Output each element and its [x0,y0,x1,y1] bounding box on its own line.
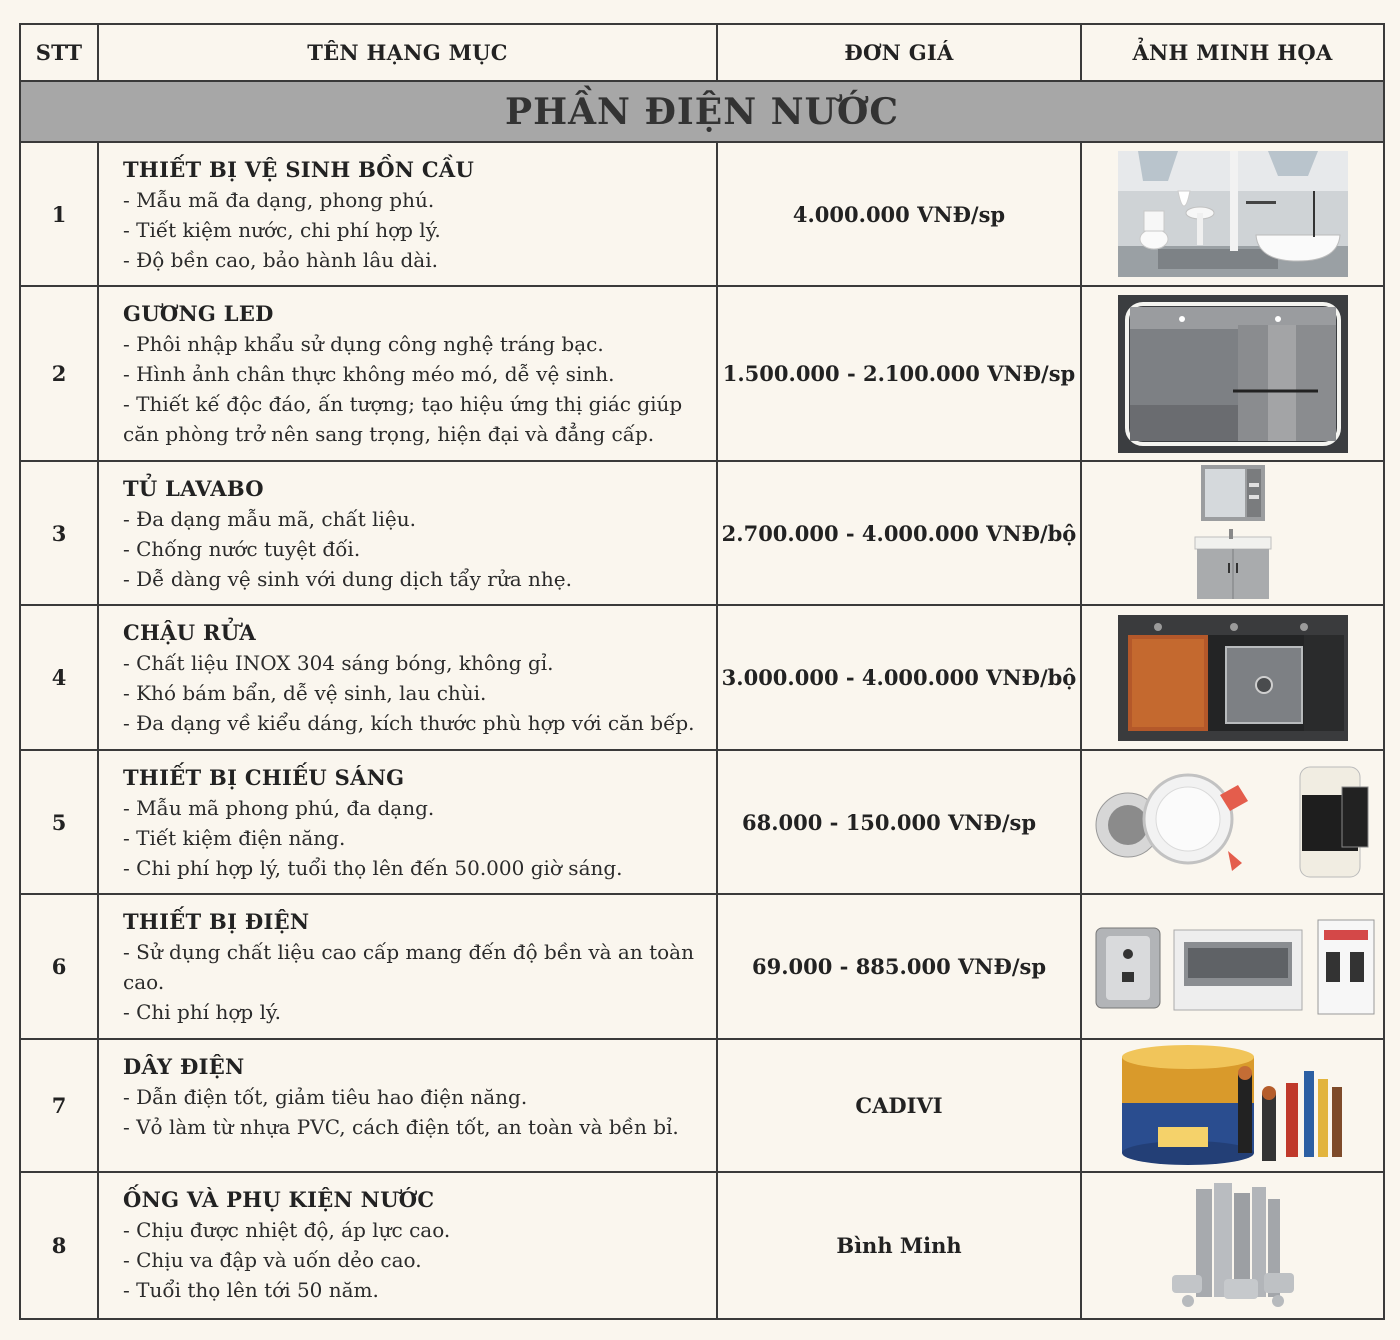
led-mirror-image [1082,287,1383,460]
price-table [19,23,1385,1320]
toilet-bathroom-image [1082,143,1383,285]
row-description [99,143,718,285]
item-price: CADIVI [718,1040,1082,1171]
row-stt: 8 [21,1173,99,1318]
row-description [99,606,718,749]
item-bullet: - Chịu va đập và uốn dẻo cao. [123,1248,422,1272]
water-pipes-image [1082,1173,1383,1318]
item-title: TỦ LAVABO [123,476,264,501]
item-price: 2.700.000 - 4.000.000 VNĐ/bộ [718,462,1082,604]
item-bullet: - Đa dạng mẫu mã, chất liệu. [123,507,416,531]
item-bullet: - Mẫu mã phong phú, đa dạng. [123,796,435,820]
electrical-devices-image [1082,895,1383,1038]
item-price: 4.000.000 VNĐ/sp [718,143,1082,285]
row-stt: 7 [21,1040,99,1171]
item-title: THIẾT BỊ CHIẾU SÁNG [123,765,405,790]
table-row [21,895,1383,1040]
item-title: CHẬU RỬA [123,620,256,645]
item-bullet: - Chống nước tuyệt đối. [123,537,361,561]
item-price: Bình Minh [718,1173,1082,1318]
item-bullet: - Tiết kiệm nước, chi phí hợp lý. [123,218,441,242]
table-row [21,1040,1383,1173]
item-title: GƯƠNG LED [123,301,274,326]
row-description [99,462,718,604]
item-bullet: - Tuổi thọ lên tới 50 năm. [123,1278,379,1302]
table-header [21,25,1383,82]
lavabo-cabinet-image [1082,462,1383,604]
row-description [99,287,718,460]
table-row [21,606,1383,751]
item-title: THIẾT BỊ ĐIỆN [123,909,310,934]
header-image: ẢNH MINH HỌA [1132,40,1333,65]
row-description [99,895,718,1038]
item-bullet: - Khó bám bẩn, dễ vệ sinh, lau chùi. [123,681,487,705]
row-description [99,1040,718,1171]
table-row [21,1173,1383,1318]
table-row [21,751,1383,895]
item-bullet: - Vỏ làm từ nhựa PVC, cách điện tốt, an toàn và bền bỉ. [123,1115,679,1139]
item-bullet: - Chất liệu INOX 304 sáng bóng, không gỉ. [123,651,554,675]
header-name: TÊN HẠNG MỤC [99,25,718,80]
lighting-devices-image [1082,751,1383,893]
table-row [21,462,1383,606]
section-title: PHẦN ĐIỆN NƯỚC [21,82,1383,143]
item-bullet: - Chịu được nhiệt độ, áp lực cao. [123,1218,451,1242]
header-stt: STT [21,25,99,80]
item-bullet: - Đa dạng về kiểu dáng, kích thước phù hợp với căn bếp. [123,711,695,735]
item-bullet: - Chi phí hợp lý, tuổi thọ lên đến 50.000 giờ sáng. [123,856,623,880]
row-description [99,1173,718,1318]
table-row [21,143,1383,287]
item-bullet: - Dễ dàng vệ sinh với dung dịch tẩy rửa nhẹ. [123,567,572,591]
item-bullet: - Dẫn điện tốt, giảm tiêu hao điện năng. [123,1085,528,1109]
table-row [21,287,1383,462]
item-title: DÂY ĐIỆN [123,1054,245,1079]
item-price: 68.000 - 150.000 VNĐ/sp [718,751,1082,893]
row-stt: 4 [21,606,99,749]
item-bullet: - Thiết kế độc đáo, ấn tượng; tạo hiệu ứng thị giác giúp căn phòng trở nên sang trọng, hiện đại và đẳng cấp. [123,392,683,446]
kitchen-sink-image [1082,606,1383,749]
item-bullet: - Hình ảnh chân thực không méo mó, dễ vệ sinh. [123,362,615,386]
item-price: 1.500.000 - 2.100.000 VNĐ/sp [718,287,1082,460]
item-title: ỐNG VÀ PHỤ KIỆN NƯỚC [123,1187,435,1212]
item-title: THIẾT BỊ VỆ SINH BỒN CẦU [123,157,475,182]
row-stt: 2 [21,287,99,460]
row-stt: 6 [21,895,99,1038]
row-stt: 1 [21,143,99,285]
item-bullet: - Mẫu mã đa dạng, phong phú. [123,188,435,212]
item-price: 3.000.000 - 4.000.000 VNĐ/bộ [718,606,1082,749]
row-description [99,751,718,893]
electric-wire-image [1082,1040,1383,1171]
item-price: 69.000 - 885.000 VNĐ/sp [718,895,1082,1038]
item-bullet: - Chi phí hợp lý. [123,1000,281,1024]
row-stt: 5 [21,751,99,893]
item-bullet: - Độ bền cao, bảo hành lâu dài. [123,248,438,272]
header-price: ĐƠN GIÁ [718,25,1082,80]
item-bullet: - Phôi nhập khẩu sử dụng công nghệ tráng bạc. [123,332,604,356]
item-bullet: - Sử dụng chất liệu cao cấp mang đến độ bền và an toàn cao. [123,940,694,994]
row-stt: 3 [21,462,99,604]
item-bullet: - Tiết kiệm điện năng. [123,826,346,850]
